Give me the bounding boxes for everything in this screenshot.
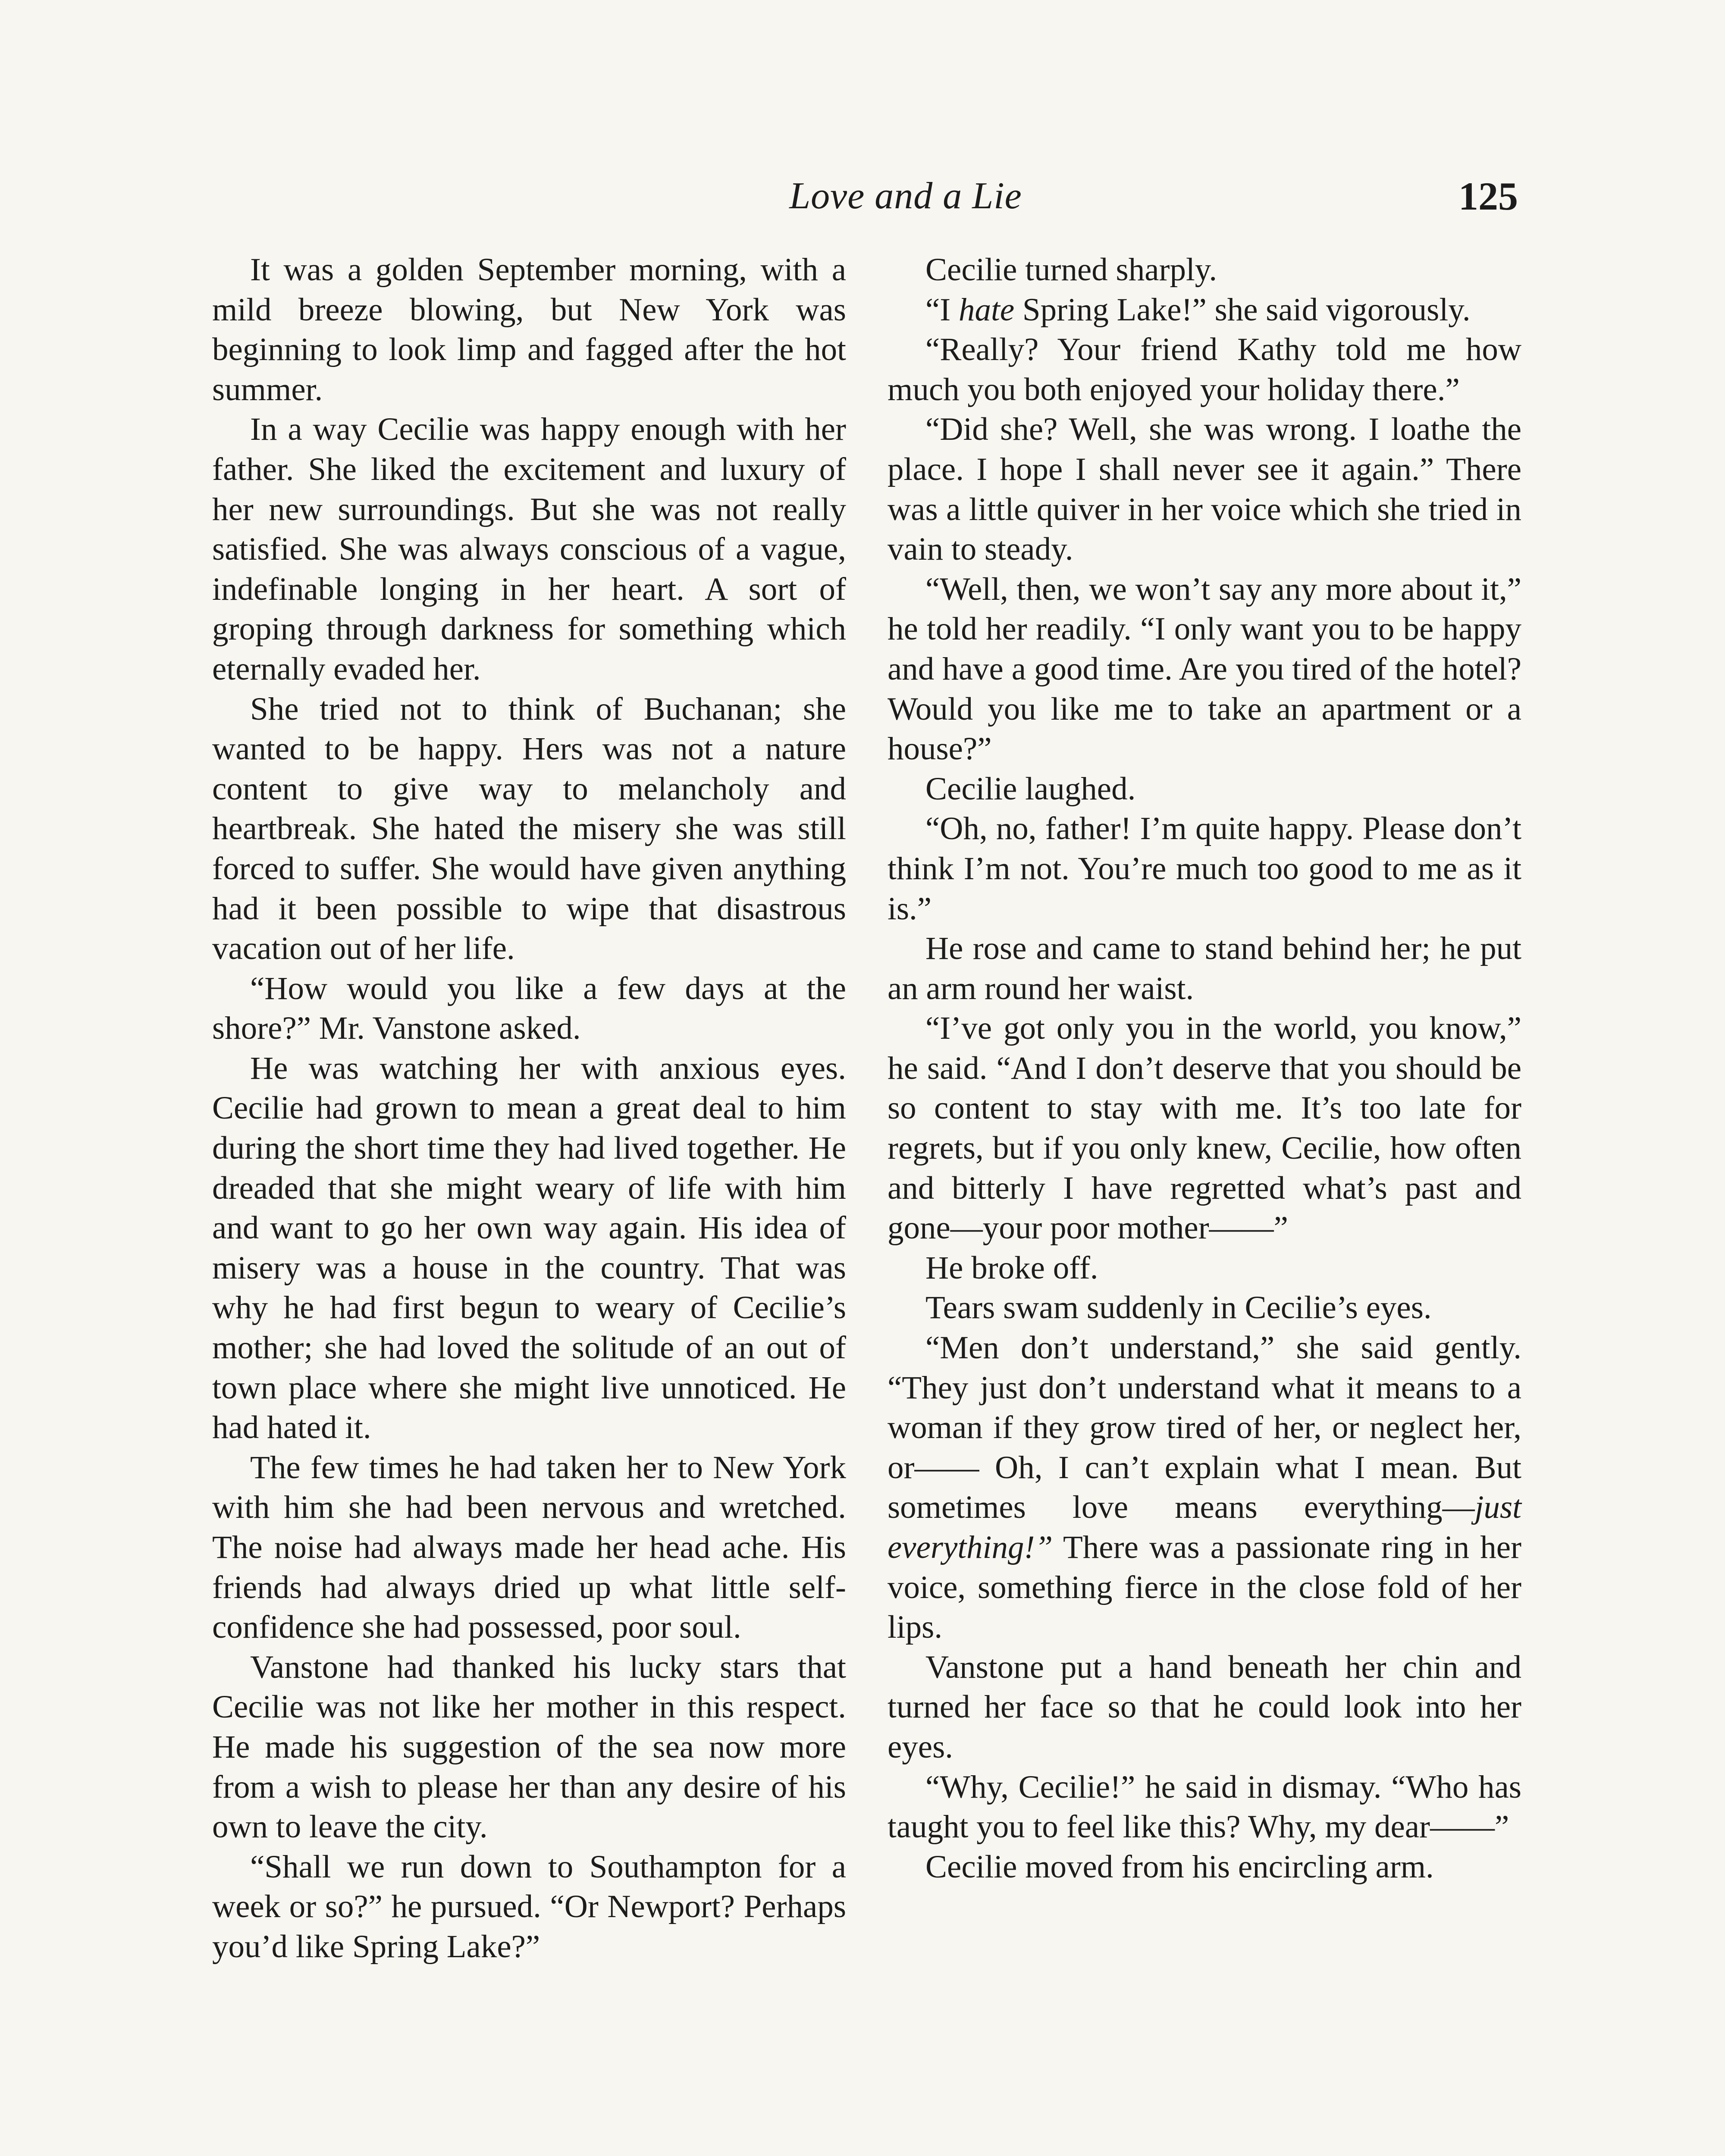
paragraph: “Oh, no, father! I’m quite happy. Please don’t think I’m not. You’re much too good to me as it is.”: [888, 811, 1521, 927]
paragraph: He rose and came to stand behind her; he put an arm round her waist.: [888, 931, 1521, 1006]
paragraph: He broke off.: [925, 1250, 1098, 1286]
paragraph: The few times he had taken her to New York with him she had been nervous and wretched. The noise had always made her head ache. His friends had always dried up what little self-confidence she had possessed, poor soul.: [212, 1449, 846, 1645]
paragraph: “I’ve got only you in the world, you know,” he said. “And I don’t deserve that you should be so content to stay with me. It’s too late for regrets, but if you only knew, Cecilie, how often and bitterly I have regretted what’s past and gone—your poor mother——”: [888, 1010, 1521, 1246]
paragraph: Cecilie laughed.: [925, 771, 1136, 807]
paragraph: Cecilie moved from his encircling arm.: [925, 1849, 1434, 1885]
paragraph: “Really? Your friend Kathy told me how much you both enjoyed your holiday there.”: [888, 332, 1521, 407]
paragraph: “Why, Cecilie!” he said in dismay. “Who has taught you to feel like this? Why, my dear——”: [888, 1769, 1521, 1845]
text-run: “I: [925, 291, 959, 328]
paragraph: “Shall we run down to Southampton for a week or so?” he pursued. “Or Newport? Perhaps you’d like Spring Lake?”: [212, 1849, 846, 1965]
paragraph: He was watching her with anxious eyes. Cecilie had grown to mean a great deal to him during the short time they had lived together. He dreaded that she might weary of life with him and want to go her own way again. His idea of misery was a house in the country. That was why he had first begun to weary of Cecilie’s mother; she had loved the solitude of an out of town place where she might live unnoticed. He had hated it.: [212, 1050, 846, 1446]
right-text-column: [888, 250, 1521, 1887]
paragraph: “How would you like a few days at the shore?” Mr. Vanstone asked.: [212, 970, 846, 1047]
emphasized-text: hate: [959, 291, 1015, 328]
paragraph: Cecilie turned sharply.: [925, 252, 1217, 288]
paragraph: [888, 1328, 1521, 1648]
left-text-column: [212, 250, 846, 1967]
paragraph: She tried not to think of Buchanan; she wanted to be happy. Hers was not a nature content to give way to melancholy and heartbreak. She hated the misery she was still forced to suffer. She would have given anything had it been possible to wipe that disastrous vacation out of her life.: [212, 691, 846, 967]
paragraph: “Did she? Well, she was wrong. I loathe the place. I hope I shall never see it again.” There was a little quiver in her voice which she tried in vain to steady.: [888, 411, 1521, 567]
paragraph: It was a golden September morning, with a mild breeze blowing, but New York was beginning to look limp and fagged after the hot summer.: [212, 252, 846, 407]
paragraph: Tears swam suddenly in Cecilie’s eyes.: [925, 1290, 1432, 1326]
paragraph: Vanstone had thanked his lucky stars that Cecilie was not like her mother in this respect. He made his suggestion of the sea now more from a wish to please her than any desire of his own to leave the city.: [212, 1649, 846, 1845]
running-title: Love and a Lie: [789, 175, 1022, 217]
text-run: There was a passionate ring in her voice, something fierce in the close fold of her lips.: [888, 1529, 1521, 1645]
paragraph: In a way Cecilie was happy enough with her father. She liked the excitement and luxury of her new surroundings. But she was not really satisfied. She was always conscious of a vague, indefinable longing in her heart. A sort of groping through darkness for something which eternally evaded her.: [212, 411, 846, 687]
paragraph: “Well, then, we won’t say any more about it,” he told her readily. “I only want you to be happy and have a good time. Are you tired of the hotel? Would you like me to take an apartment or a house?”: [888, 571, 1521, 767]
paragraph: Vanstone put a hand beneath her chin and turned her face so that he could look into her eyes.: [888, 1649, 1521, 1765]
paragraph: [888, 290, 1521, 330]
text-run: “Men don’t understand,” she said gently. “They just don’t understand what it means to a woman if they grow tired of her, or neglect her, or—— Oh, I can’t explain what I mean. But sometimes love means everything—: [888, 1330, 1521, 1526]
page-number: 125: [1458, 174, 1518, 218]
text-run: Spring Lake!” she said vigorously.: [1014, 291, 1471, 328]
emphasized-text: just everything!”: [888, 1489, 1521, 1565]
